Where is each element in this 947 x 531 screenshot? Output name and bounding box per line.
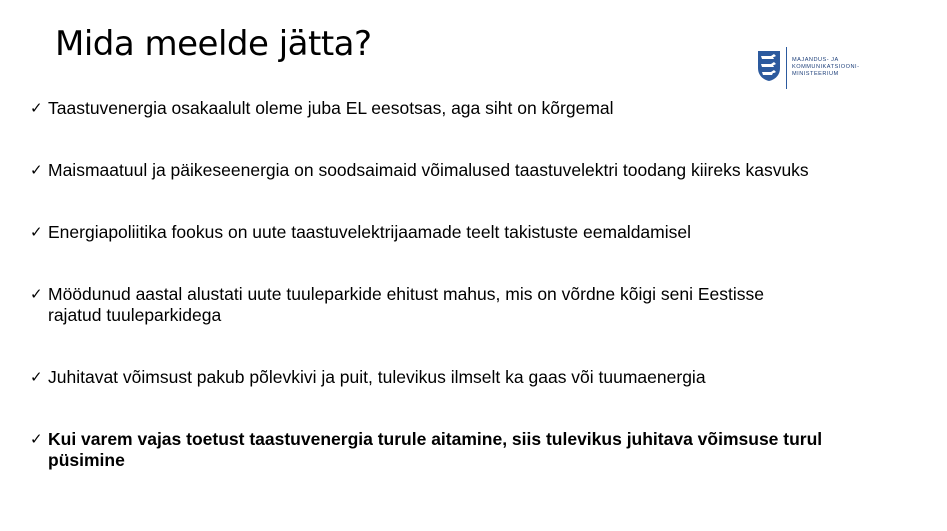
ministry-name-line-3: MINISTEERIUM bbox=[792, 71, 839, 77]
bullet-text: Möödunud aastal alustati uute tuuleparkide ehitust mahus, mis on võrdne kõigi seni Eestisse rajatud tuuleparkidega bbox=[48, 284, 764, 325]
check-mark-icon: ✓ bbox=[30, 223, 43, 241]
check-mark-icon: ✓ bbox=[30, 430, 43, 448]
bullet-item bbox=[30, 284, 764, 326]
bullet-text: Juhitavat võimsust pakub põlevkivi ja puit, tulevikus ilmselt ka gaas või tuumaenergia bbox=[48, 367, 706, 387]
bullet-text: Taastuvenergia osakaalult oleme juba EL eesotsas, aga siht on kõrgemal bbox=[48, 98, 614, 118]
bullet-text: Energiapoliitika fookus on uute taastuvelektrijaamade teelt takistuste eemaldamisel bbox=[48, 222, 691, 242]
estonian-coat-of-arms-icon bbox=[757, 50, 781, 82]
logo-divider bbox=[786, 47, 787, 89]
check-mark-icon: ✓ bbox=[30, 161, 43, 179]
bullet-item bbox=[30, 222, 691, 243]
check-mark-icon: ✓ bbox=[30, 99, 43, 117]
bullet-item-emphasized bbox=[30, 429, 822, 471]
bullet-text: Kui varem vajas toetust taastuvenergia turule aitamine, siis tulevikus juhitava võimsuse turul püsimine bbox=[48, 429, 823, 470]
bullet-item bbox=[30, 367, 706, 388]
bullet-item bbox=[30, 98, 614, 119]
ministry-name bbox=[792, 57, 859, 78]
bullet-text: Maismaatuul ja päikeseenergia on soodsaimaid võimalused taastuvelektri toodang kiireks kasvuks bbox=[48, 160, 809, 180]
ministry-name-line-2: KOMMUNIKATSIOONI- bbox=[792, 64, 860, 70]
ministry-logo bbox=[757, 47, 867, 89]
slide-title: Mida meelde jätta? bbox=[55, 24, 372, 64]
check-mark-icon: ✓ bbox=[30, 285, 43, 303]
bullet-item bbox=[30, 160, 809, 181]
ministry-name-line-1: MAJANDUS- JA bbox=[792, 57, 839, 63]
check-mark-icon: ✓ bbox=[30, 368, 43, 386]
